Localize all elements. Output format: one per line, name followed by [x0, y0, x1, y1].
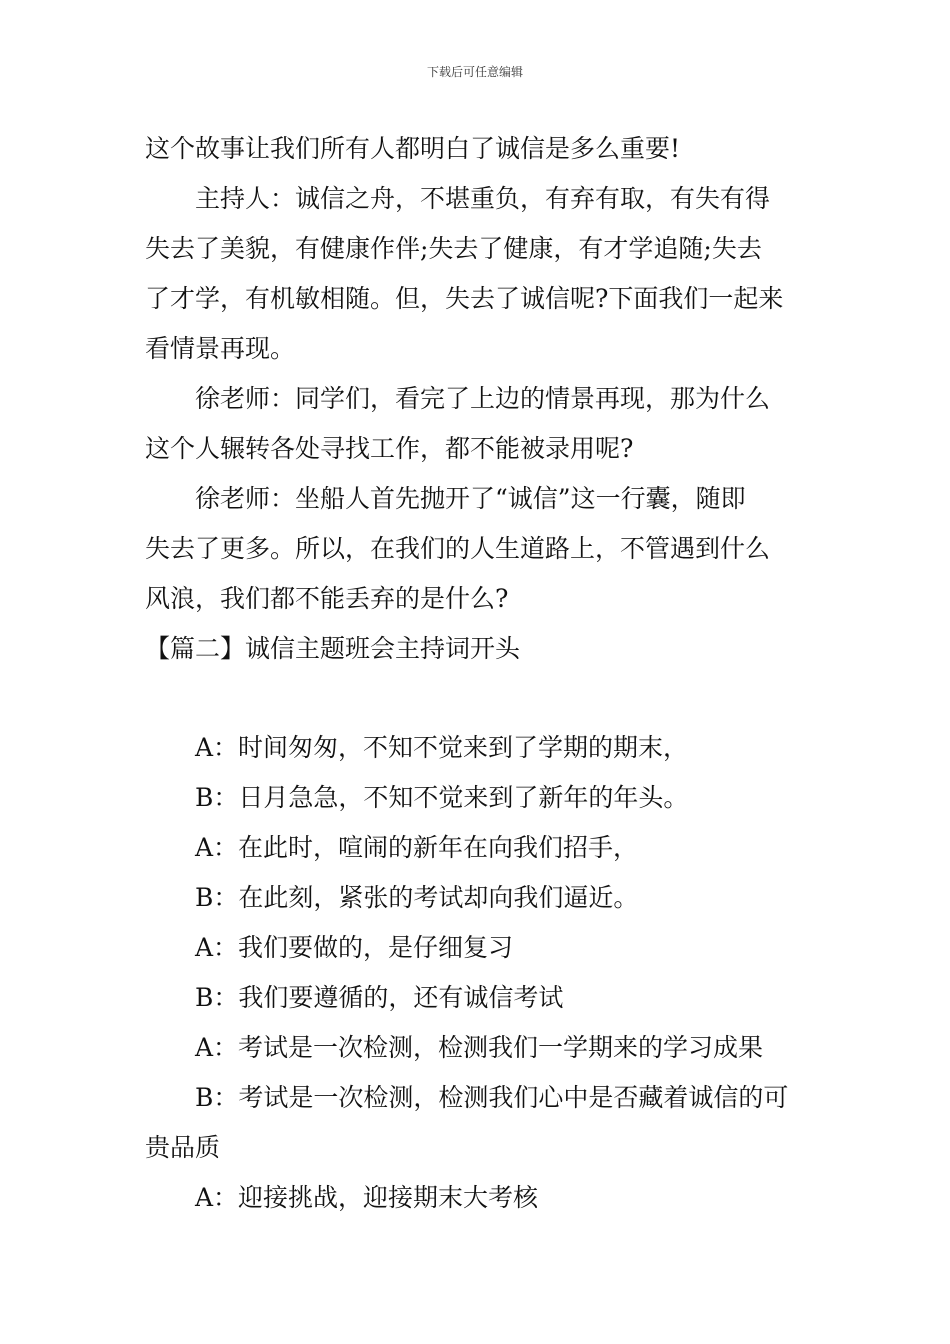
- text-line: 失去了美貌，有健康作伴;失去了健康，有才学追随;失去: [145, 234, 762, 263]
- text-line: 徐老师：同学们，看完了上边的情景再现，那为什么: [195, 384, 771, 413]
- text-line: 这个故事让我们所有人都明白了诚信是多么重要!: [145, 134, 681, 163]
- text-section-2: [145, 723, 810, 1223]
- text-line: 风浪，我们都不能丢弃的是什么?: [145, 584, 509, 613]
- text-line: A：在此时，喧闹的新年在向我们招手，: [195, 833, 639, 862]
- text-line: 失去了更多。所以，在我们的人生道路上，不管遇到什么: [145, 534, 771, 563]
- text-line: 这个人辗转各处寻找工作，都不能被录用呢?: [145, 434, 634, 463]
- text-line: B：日月急急，不知不觉来到了新年的年头。: [195, 783, 689, 812]
- text-line: A：时间匆匆，不知不觉来到了学期的期末，: [195, 733, 689, 762]
- text-line: 【篇二】诚信主题班会主持词开头: [145, 634, 521, 663]
- text-line: A：迎接挑战，迎接期末大考核: [195, 1183, 539, 1212]
- text-line: 徐老师：坐船人首先抛开了“诚信”这一行囊，随即: [195, 484, 746, 513]
- text-line: 看情景再现。: [145, 334, 296, 363]
- text-line: B：考试是一次检测，检测我们心中是否藏着诚信的可: [195, 1083, 789, 1112]
- blank-line: [145, 674, 810, 723]
- text-line: 贵品质: [145, 1133, 221, 1162]
- page-header: 下载后可任意编辑: [426, 65, 523, 79]
- text-line: A：考试是一次检测，检测我们一学期来的学习成果: [195, 1033, 764, 1062]
- text-line: 了才学，有机敏相随。但，失去了诚信呢?下面我们一起来: [145, 284, 784, 313]
- text-line: A：我们要做的，是仔细复习: [195, 933, 514, 962]
- text-section-1: [145, 124, 810, 674]
- text-line: 主持人：诚信之舟，不堪重负，有弃有取，有失有得: [195, 184, 771, 213]
- text-line: B：我们要遵循的，还有诚信考试: [195, 983, 564, 1012]
- text-line: B：在此刻，紧张的考试却向我们逼近。: [195, 883, 639, 912]
- document-body: [145, 124, 810, 1223]
